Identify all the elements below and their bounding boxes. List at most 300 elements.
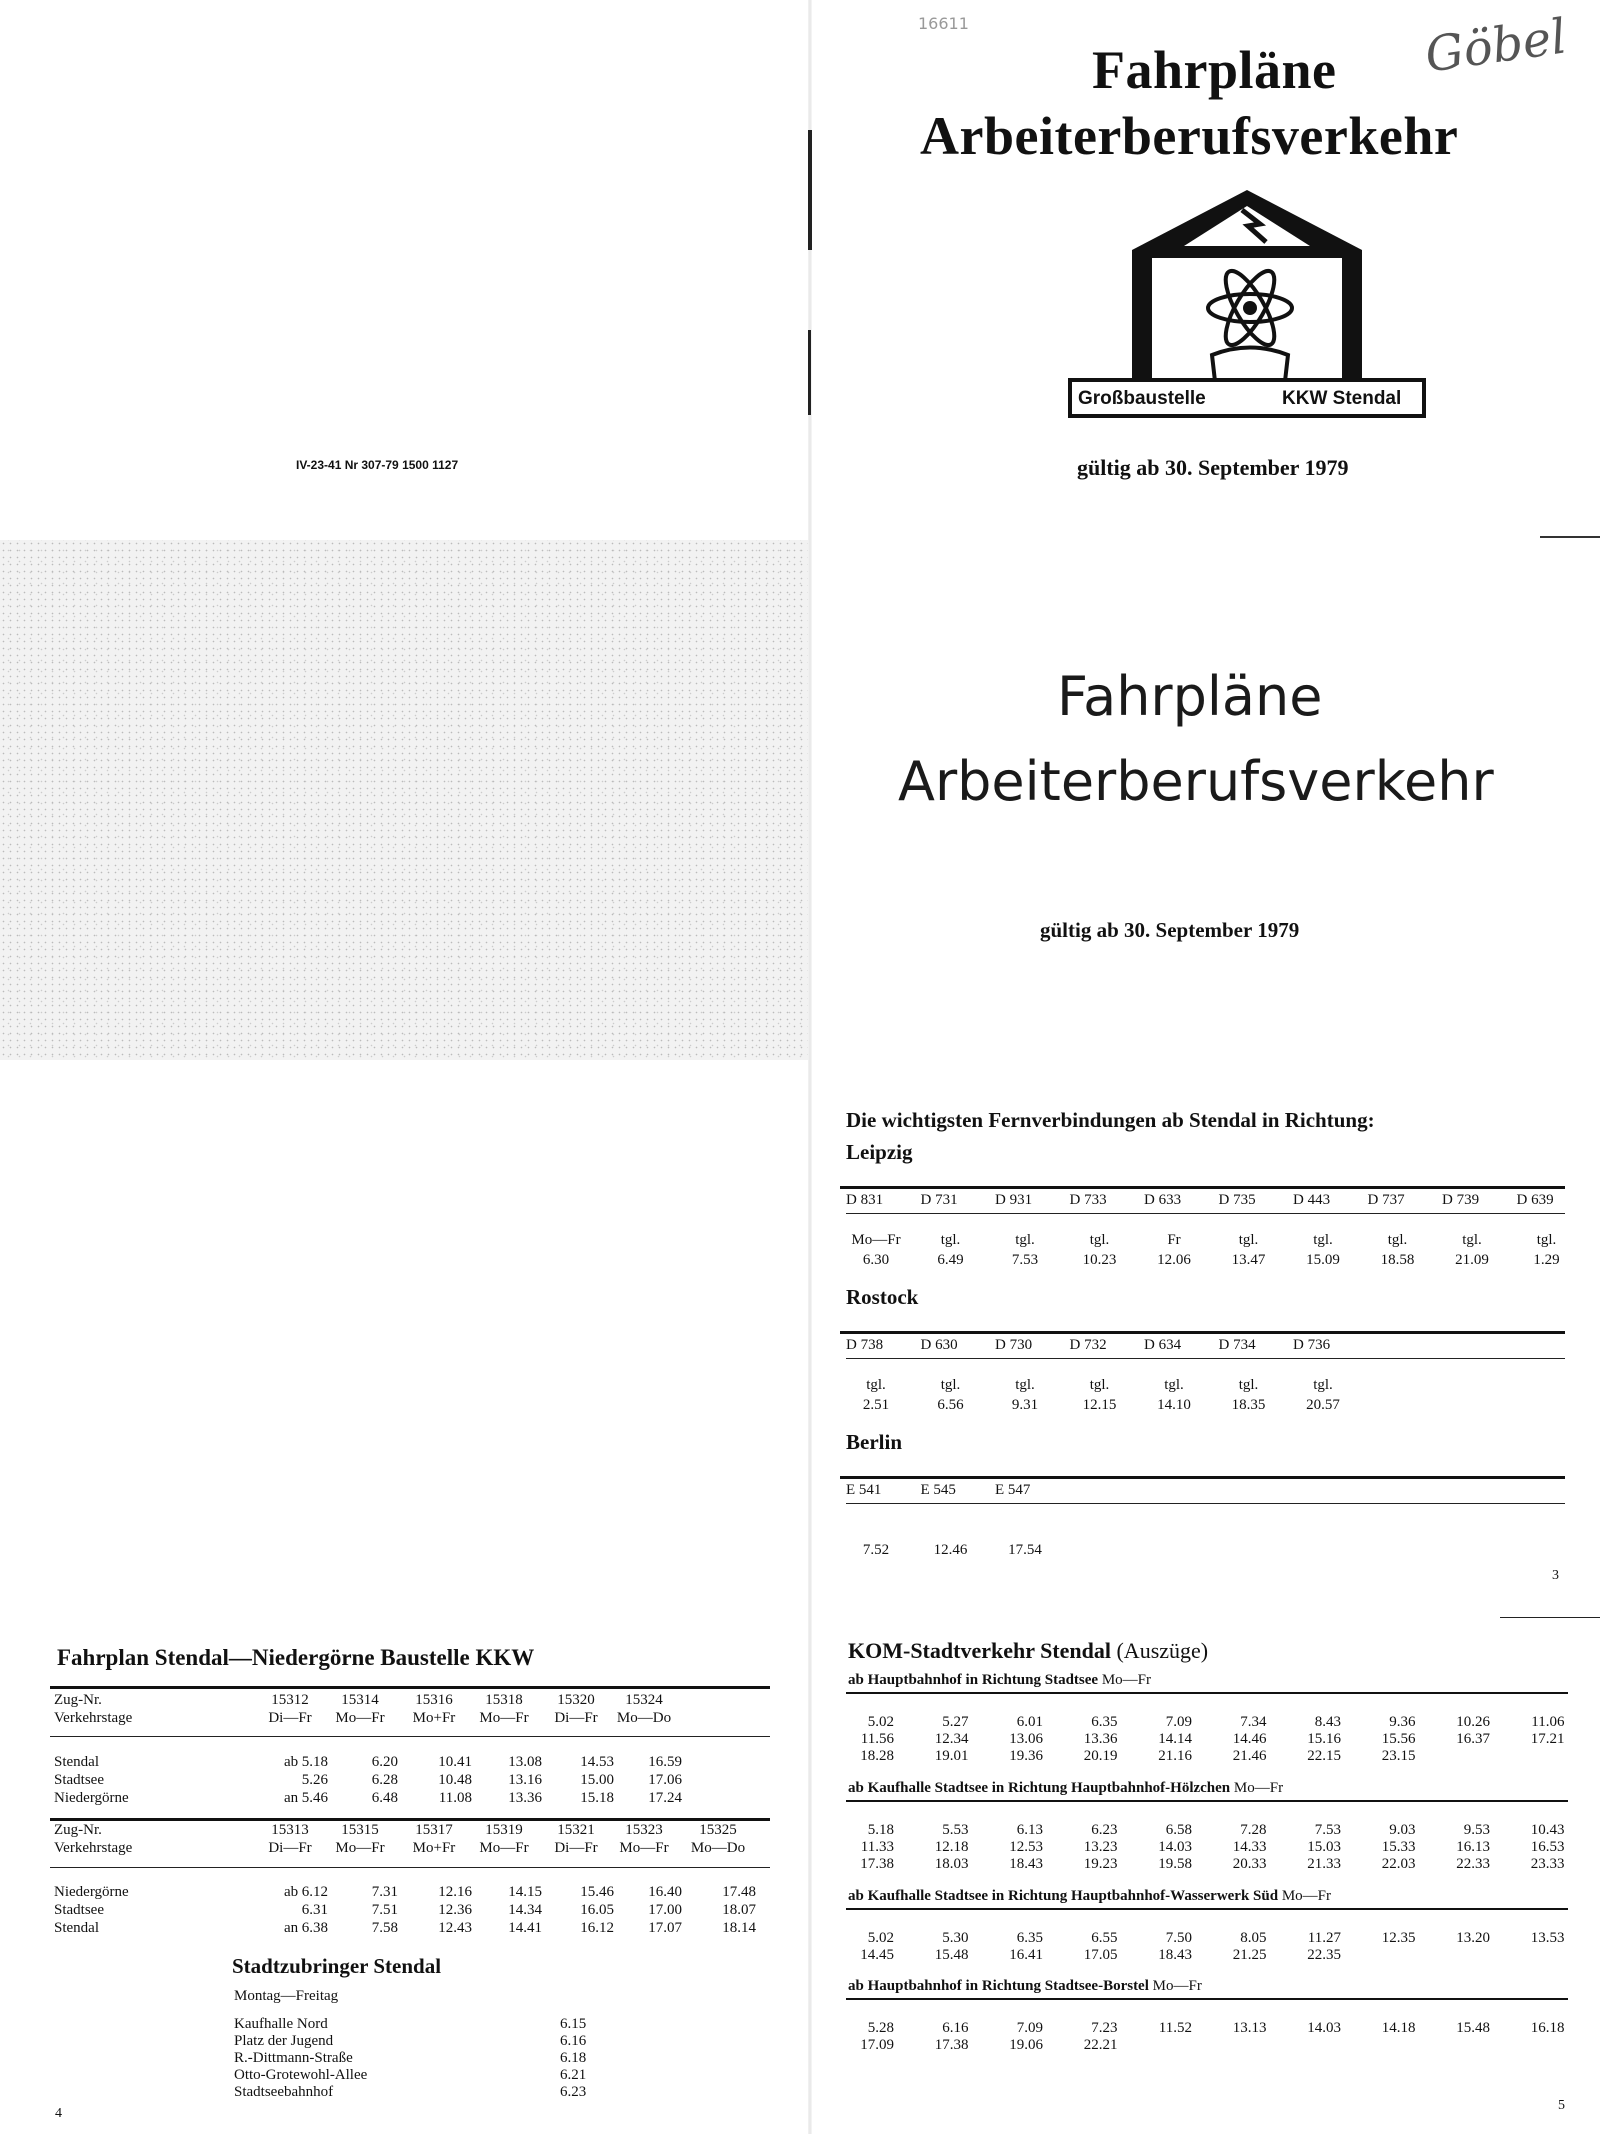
departure-time: 18.07 xyxy=(722,1902,756,1918)
arr-dep-marker: an xyxy=(284,1920,299,1936)
imprint: IV-23-41 Nr 307-79 1500 1127 xyxy=(296,458,459,472)
departure-time: 6.01 xyxy=(1016,1714,1043,1730)
page-number-5: 5 xyxy=(1558,2098,1565,2113)
cover-title-line2: Arbeiterberufsverkehr xyxy=(920,106,1459,166)
stop-time: 6.16 xyxy=(560,2033,587,2049)
kom-heading-bold: KOM-Stadtverkehr Stendal xyxy=(848,1638,1111,1663)
train-number: D 733 xyxy=(1069,1192,1107,1208)
traffic-days: tgl. xyxy=(1015,1377,1035,1393)
departure-time: 15.46 xyxy=(580,1884,614,1900)
traffic-days: tgl. xyxy=(1238,1232,1259,1248)
departure-time: 17.00 xyxy=(648,1902,682,1918)
scan-mark xyxy=(808,330,811,415)
departure-time: 9.53 xyxy=(1463,1822,1490,1838)
departure-time: 9.03 xyxy=(1389,1822,1416,1838)
inner-valid: gültig ab 30. September 1979 xyxy=(1040,918,1300,942)
departure-time: 18.14 xyxy=(722,1920,756,1936)
destination-label: Leipzig xyxy=(846,1140,913,1164)
train-number: 15312 xyxy=(271,1692,309,1708)
departure-time: 1.29 xyxy=(1533,1252,1560,1268)
traffic-days: Di—Fr xyxy=(554,1840,598,1856)
train-number: 15319 xyxy=(485,1822,523,1838)
destination-label: Rostock xyxy=(846,1285,919,1309)
fern-sections xyxy=(840,1140,1565,1560)
train-number: D 730 xyxy=(995,1337,1033,1353)
departure-time: 13.16 xyxy=(508,1772,542,1788)
departure-time: 13.47 xyxy=(1231,1252,1266,1268)
departure-time: 6.35 xyxy=(1091,1714,1118,1730)
divider xyxy=(846,1358,1565,1359)
arr-dep-marker: an xyxy=(284,1790,299,1806)
kom-heading xyxy=(848,1638,1208,1664)
departure-time: 16.59 xyxy=(648,1754,682,1770)
divider xyxy=(846,1692,1568,1694)
traffic-days: tgl. xyxy=(1015,1232,1035,1248)
inner-title-line2: Arbeiterberufsverkehr xyxy=(898,750,1494,813)
departure-time: 22.21 xyxy=(1083,2037,1118,2053)
list-item xyxy=(234,2033,634,2050)
train-number: 15313 xyxy=(271,1822,309,1838)
departure-time: 12.36 xyxy=(438,1902,472,1918)
departure-time: 14.33 xyxy=(1232,1839,1267,1855)
departure-time: 6.49 xyxy=(937,1252,964,1268)
departure-time: 19.23 xyxy=(1083,1856,1118,1872)
route-heading xyxy=(848,1978,1202,1995)
departure-time: 18.35 xyxy=(1231,1397,1266,1413)
departure-time: 17.07 xyxy=(648,1920,682,1936)
departure-time: 14.41 xyxy=(508,1920,542,1936)
traffic-days: tgl. xyxy=(1313,1377,1333,1393)
train-number: D 735 xyxy=(1218,1192,1256,1208)
departure-time: 19.01 xyxy=(934,1748,969,1764)
departure-time: 10.43 xyxy=(1530,1822,1565,1838)
stamp-mark: 16611 xyxy=(918,14,969,33)
departure-time: 14.34 xyxy=(508,1902,542,1918)
departure-time: 5.02 xyxy=(867,1930,894,1946)
departure-time: 15.18 xyxy=(580,1790,614,1806)
departure-time: 7.58 xyxy=(371,1920,398,1936)
departure-time: 22.33 xyxy=(1456,1856,1490,1872)
departure-time: 12.53 xyxy=(1009,1839,1043,1855)
station-name: Stendal xyxy=(54,1920,99,1936)
train-number: 15321 xyxy=(557,1822,595,1838)
header-label: Zug-Nr. xyxy=(54,1822,102,1838)
departure-time: 12.34 xyxy=(934,1731,969,1747)
cover-valid: gültig ab 30. September 1979 xyxy=(1077,455,1349,480)
train-number: D 736 xyxy=(1293,1337,1331,1353)
stop-name: R.-Dittmann-Straße xyxy=(234,2050,353,2066)
departure-time: 12.43 xyxy=(438,1920,472,1936)
stop-name: Stadtseebahnhof xyxy=(234,2084,334,2100)
route-days: Mo—Fr xyxy=(1148,1978,1202,1994)
departure-time: 16.18 xyxy=(1530,2020,1565,2036)
train-number: D 634 xyxy=(1144,1337,1182,1353)
departure-time: 12.06 xyxy=(1157,1252,1191,1268)
departure-time: 17.21 xyxy=(1530,1731,1565,1747)
train-number: D 737 xyxy=(1367,1192,1405,1208)
traffic-days: Mo—Fr xyxy=(851,1232,901,1248)
header-label: Verkehrstage xyxy=(54,1710,133,1726)
departure-time: 21.09 xyxy=(1455,1252,1489,1268)
departure-time: 6.23 xyxy=(1091,1822,1118,1838)
header-label: Zug-Nr. xyxy=(54,1692,102,1708)
departure-time: 7.50 xyxy=(1165,1930,1192,1946)
divider xyxy=(840,1476,1565,1479)
divider xyxy=(50,1867,770,1868)
traffic-days: Fr xyxy=(1167,1232,1181,1248)
departure-time: 14.15 xyxy=(508,1884,542,1900)
train-number: 15324 xyxy=(625,1692,663,1708)
departure-time: 15.48 xyxy=(934,1947,969,1963)
departure-time: 15.33 xyxy=(1381,1839,1416,1855)
train-number: E 541 xyxy=(846,1482,882,1498)
divider xyxy=(840,1331,1565,1334)
train-number: 15325 xyxy=(699,1822,737,1838)
train-number: D 731 xyxy=(920,1192,958,1208)
departure-time: 9.36 xyxy=(1389,1714,1416,1730)
departure-time: 15.09 xyxy=(1306,1252,1340,1268)
departure-time: 5.18 xyxy=(301,1754,328,1770)
departure-time: 15.03 xyxy=(1307,1839,1341,1855)
stop-name: Kaufhalle Nord xyxy=(234,2016,328,2032)
station-name: Niedergörne xyxy=(54,1884,129,1900)
departure-time: 8.43 xyxy=(1314,1714,1341,1730)
departure-time: 17.38 xyxy=(860,1856,894,1872)
departure-time: 22.15 xyxy=(1307,1748,1341,1764)
page-fold xyxy=(808,0,812,2134)
route-title: ab Kaufhalle Stadtsee in Richtung Hauptbahnhof-Hölzchen xyxy=(848,1780,1231,1796)
departure-time: 15.00 xyxy=(580,1772,614,1788)
divider xyxy=(846,1908,1568,1910)
zubringer-title: Stadtzubringer Stendal xyxy=(232,1954,442,1978)
station-name: Stadtsee xyxy=(54,1902,104,1918)
departure-time: 18.43 xyxy=(1009,1856,1043,1872)
departure-time: 20.33 xyxy=(1232,1856,1267,1872)
station-name: Stendal xyxy=(54,1754,99,1770)
departure-time: 6.13 xyxy=(1016,1822,1043,1838)
departure-time: 10.26 xyxy=(1456,1714,1490,1730)
departure-time: 7.52 xyxy=(862,1542,890,1558)
traffic-days: Mo—Fr xyxy=(335,1840,385,1856)
departure-time: 5.18 xyxy=(867,1822,894,1838)
departure-time: 7.51 xyxy=(371,1902,398,1918)
departure-time: 6.38 xyxy=(301,1920,328,1936)
scan-noise-area xyxy=(0,540,810,1060)
traffic-days: Mo+Fr xyxy=(412,1840,456,1856)
departure-time: 17.48 xyxy=(722,1884,756,1900)
departure-time: 14.53 xyxy=(580,1754,614,1770)
train-number: D 639 xyxy=(1516,1192,1554,1208)
departure-time: 21.33 xyxy=(1307,1856,1341,1872)
departure-time: 23.15 xyxy=(1381,1748,1416,1764)
niedergoerne-table-1 xyxy=(54,1692,774,1812)
niedergoerne-table-2 xyxy=(54,1822,784,1942)
train-number: D 443 xyxy=(1293,1192,1331,1208)
departure-time: 16.40 xyxy=(648,1884,682,1900)
fern-heading: Die wichtigsten Fernverbindungen ab Stendal in Richtung: xyxy=(846,1108,1375,1132)
departure-time: 5.27 xyxy=(942,1714,969,1730)
train-number: D 931 xyxy=(995,1192,1033,1208)
departure-time: 14.14 xyxy=(1158,1731,1192,1747)
route-title: ab Kaufhalle Stadtsee in Richtung Hauptbahnhof-Wasserwerk Süd xyxy=(848,1888,1279,1904)
traffic-days: tgl. xyxy=(866,1377,886,1393)
stop-name: Otto-Grotewohl-Allee xyxy=(234,2067,368,2083)
niedergoerne-title: Fahrplan Stendal—Niedergörne Baustelle KKW xyxy=(57,1645,535,1670)
departure-time: 16.12 xyxy=(580,1920,614,1936)
route-days: Mo—Fr xyxy=(1098,1672,1152,1688)
divider xyxy=(1500,1617,1600,1618)
train-number: 15316 xyxy=(415,1692,453,1708)
traffic-days: Mo—Do xyxy=(616,1710,672,1726)
stop-time: 6.15 xyxy=(560,2016,587,2032)
departure-time: 13.20 xyxy=(1456,1930,1490,1946)
departure-time: 10.41 xyxy=(438,1754,472,1770)
departure-time: 22.35 xyxy=(1307,1947,1341,1963)
departure-time: 16.53 xyxy=(1530,1839,1565,1855)
train-number: 15318 xyxy=(485,1692,523,1708)
list-item xyxy=(234,2084,634,2101)
departure-time: 6.20 xyxy=(371,1754,398,1770)
inner-title-line1: Fahrpläne xyxy=(1057,665,1323,728)
departure-time: 20.57 xyxy=(1306,1397,1340,1413)
route-heading xyxy=(848,1780,1283,1797)
departure-time: 13.36 xyxy=(1083,1731,1118,1747)
departure-time: 7.09 xyxy=(1165,1714,1192,1730)
departure-time: 8.05 xyxy=(1240,1930,1267,1946)
departure-time: 12.35 xyxy=(1381,1930,1416,1946)
traffic-days: tgl. xyxy=(1536,1232,1557,1248)
departure-time: 5.28 xyxy=(867,2020,894,2036)
departure-time: 6.28 xyxy=(371,1772,398,1788)
page-number-left: 4 xyxy=(55,2106,62,2121)
traffic-days: tgl. xyxy=(1462,1232,1482,1248)
cover-title-line1: Fahrpläne xyxy=(1092,40,1337,100)
departure-time: 6.48 xyxy=(371,1790,398,1806)
departure-time: 21.25 xyxy=(1232,1947,1267,1963)
train-number: D 630 xyxy=(920,1337,958,1353)
traffic-days: Mo—Do xyxy=(690,1840,746,1856)
traffic-days: Mo—Fr xyxy=(479,1840,529,1856)
departure-time: 12.16 xyxy=(438,1884,472,1900)
departure-time: 23.33 xyxy=(1530,1856,1565,1872)
departure-time: 10.23 xyxy=(1082,1252,1117,1268)
departure-time: 6.56 xyxy=(937,1397,964,1413)
departure-time: 7.34 xyxy=(1240,1714,1267,1730)
departure-time: 5.30 xyxy=(942,1930,969,1946)
arr-dep-marker: ab xyxy=(284,1884,299,1900)
scan-mark xyxy=(808,130,812,250)
traffic-days: Mo+Fr xyxy=(412,1710,456,1726)
departure-time: 2.51 xyxy=(862,1397,890,1413)
station-name: Niedergörne xyxy=(54,1790,129,1806)
traffic-days: tgl. xyxy=(1313,1232,1333,1248)
divider xyxy=(50,1736,770,1737)
departure-time: 18.03 xyxy=(934,1856,969,1872)
departure-time: 14.03 xyxy=(1307,2020,1341,2036)
departure-time: 16.41 xyxy=(1009,1947,1043,1963)
departure-time: 19.58 xyxy=(1158,1856,1192,1872)
departure-time: 16.37 xyxy=(1456,1731,1490,1747)
zubringer-days: Montag—Freitag xyxy=(234,1988,339,2004)
train-number: E 547 xyxy=(995,1482,1031,1498)
traffic-days: tgl. xyxy=(1164,1377,1184,1393)
divider xyxy=(846,1998,1568,2000)
departure-time: 6.30 xyxy=(862,1252,890,1268)
departure-time: 5.53 xyxy=(942,1822,969,1838)
departure-time: 11.52 xyxy=(1158,2020,1192,2036)
traffic-days: Di—Fr xyxy=(268,1840,312,1856)
departure-time: 17.54 xyxy=(1008,1542,1042,1558)
train-number: E 545 xyxy=(920,1482,956,1498)
departure-time: 6.35 xyxy=(1016,1930,1043,1946)
departure-time: 17.06 xyxy=(648,1772,682,1788)
divider xyxy=(840,1186,1565,1189)
departure-time: 11.27 xyxy=(1307,1930,1341,1946)
station-name: Stadtsee xyxy=(54,1772,104,1788)
departure-time: 12.46 xyxy=(933,1542,968,1558)
departure-time: 5.46 xyxy=(301,1790,328,1806)
train-number: D 739 xyxy=(1442,1192,1480,1208)
departure-time: 15.56 xyxy=(1381,1731,1416,1747)
departure-time: 12.15 xyxy=(1082,1397,1117,1413)
train-number: 15317 xyxy=(415,1822,453,1838)
destination-label: Berlin xyxy=(846,1430,902,1454)
departure-time: 6.58 xyxy=(1165,1822,1192,1838)
departure-time: 13.36 xyxy=(508,1790,542,1806)
departure-time: 15.16 xyxy=(1307,1731,1341,1747)
departure-time: 20.19 xyxy=(1083,1748,1118,1764)
departure-time: 9.31 xyxy=(1011,1397,1039,1413)
departure-time: 6.16 xyxy=(942,2020,969,2036)
train-number: D 732 xyxy=(1069,1337,1107,1353)
departure-time: 13.08 xyxy=(508,1754,542,1770)
zubringer-list xyxy=(234,2016,634,2101)
traffic-days: tgl. xyxy=(940,1377,961,1393)
departure-time: 14.45 xyxy=(860,1947,894,1963)
departure-time: 18.28 xyxy=(860,1748,894,1764)
stop-time: 6.18 xyxy=(560,2050,587,2066)
stop-time: 6.23 xyxy=(560,2084,587,2100)
divider xyxy=(846,1800,1568,1802)
train-number: 15320 xyxy=(557,1692,595,1708)
departure-time: 19.06 xyxy=(1009,2037,1043,2053)
scan-mark xyxy=(1540,536,1600,538)
departure-time: 17.09 xyxy=(860,2037,894,2053)
departure-time: 14.10 xyxy=(1157,1397,1191,1413)
traffic-days: tgl. xyxy=(1238,1377,1259,1393)
departure-time: 7.31 xyxy=(371,1884,398,1900)
traffic-days: tgl. xyxy=(940,1232,961,1248)
departure-time: 13.53 xyxy=(1530,1930,1565,1946)
page-number-3: 3 xyxy=(1552,1568,1559,1583)
departure-time: 16.05 xyxy=(580,1902,614,1918)
departure-time: 21.46 xyxy=(1232,1748,1267,1764)
departure-time: 21.16 xyxy=(1158,1748,1192,1764)
departure-time: 14.46 xyxy=(1232,1731,1267,1747)
train-number: 15323 xyxy=(625,1822,663,1838)
departure-time: 14.18 xyxy=(1381,2020,1416,2036)
traffic-days: Mo—Fr xyxy=(335,1710,385,1726)
departure-time: 13.23 xyxy=(1083,1839,1118,1855)
traffic-days: tgl. xyxy=(1387,1232,1408,1248)
divider xyxy=(50,1686,770,1689)
departure-time: 18.58 xyxy=(1380,1252,1415,1268)
departure-time: 5.26 xyxy=(301,1772,328,1788)
departure-time: 5.02 xyxy=(867,1714,894,1730)
traffic-days: tgl. xyxy=(1089,1377,1110,1393)
departure-time: 18.43 xyxy=(1158,1947,1192,1963)
departure-time: 7.09 xyxy=(1016,2020,1043,2036)
departure-time: 11.56 xyxy=(860,1731,894,1747)
train-number: 15314 xyxy=(341,1692,379,1708)
departure-time: 19.36 xyxy=(1009,1748,1043,1764)
stop-name: Platz der Jugend xyxy=(234,2033,334,2049)
train-number: D 734 xyxy=(1218,1337,1256,1353)
list-item xyxy=(234,2050,634,2067)
traffic-days: Di—Fr xyxy=(554,1710,598,1726)
divider xyxy=(50,1818,770,1821)
departure-time: 11.06 xyxy=(1531,1714,1565,1730)
departure-time: 13.06 xyxy=(1009,1731,1043,1747)
traffic-days: Mo—Fr xyxy=(479,1710,529,1726)
departure-time: 17.38 xyxy=(934,2037,969,2053)
route-heading xyxy=(848,1672,1151,1689)
traffic-days: tgl. xyxy=(1089,1232,1110,1248)
logo-text-left: Großbaustelle xyxy=(1078,388,1206,409)
traffic-days: Mo—Fr xyxy=(619,1840,669,1856)
route-days: Mo—Fr xyxy=(1230,1780,1284,1796)
departure-time: 11.33 xyxy=(860,1839,894,1855)
departure-time: 6.55 xyxy=(1091,1930,1118,1946)
departure-time: 6.12 xyxy=(301,1884,328,1900)
route-heading xyxy=(848,1888,1331,1905)
route-days: Mo—Fr xyxy=(1278,1888,1332,1904)
stop-time: 6.21 xyxy=(560,2067,587,2083)
departure-time: 6.31 xyxy=(301,1902,328,1918)
train-number: D 831 xyxy=(846,1192,884,1208)
departure-time: 11.08 xyxy=(438,1790,472,1806)
departure-time: 16.13 xyxy=(1456,1839,1490,1855)
departure-time: 12.18 xyxy=(934,1839,969,1855)
train-number: D 633 xyxy=(1144,1192,1182,1208)
departure-time: 13.13 xyxy=(1232,2020,1267,2036)
header-label: Verkehrstage xyxy=(54,1840,133,1856)
route-title: ab Hauptbahnhof in Richtung Stadtsee-Borstel xyxy=(848,1978,1149,1994)
train-number: D 738 xyxy=(846,1337,884,1353)
list-item xyxy=(234,2067,634,2084)
departure-time: 17.05 xyxy=(1083,1947,1118,1963)
kom-routes xyxy=(846,1672,1568,2092)
departure-time: 17.24 xyxy=(648,1790,682,1806)
departure-time: 7.28 xyxy=(1240,1822,1267,1838)
handwritten-signature: Göbel xyxy=(1421,8,1570,84)
list-item xyxy=(234,2016,634,2033)
route-title: ab Hauptbahnhof in Richtung Stadtsee xyxy=(848,1672,1099,1688)
departure-time: 7.53 xyxy=(1314,1822,1341,1838)
traffic-days: Di—Fr xyxy=(268,1710,312,1726)
departure-time: 22.03 xyxy=(1381,1856,1416,1872)
kom-heading-normal: (Auszüge) xyxy=(1116,1638,1209,1663)
departure-time: 10.48 xyxy=(438,1772,472,1788)
departure-time: 14.03 xyxy=(1158,1839,1192,1855)
logo-text-right: KKW Stendal xyxy=(1282,388,1402,409)
divider xyxy=(846,1213,1565,1214)
divider xyxy=(846,1503,1565,1504)
departure-time: 7.23 xyxy=(1091,2020,1118,2036)
departure-time: 7.53 xyxy=(1011,1252,1039,1268)
departure-time: 15.48 xyxy=(1456,2020,1490,2036)
arr-dep-marker: ab xyxy=(284,1754,299,1770)
